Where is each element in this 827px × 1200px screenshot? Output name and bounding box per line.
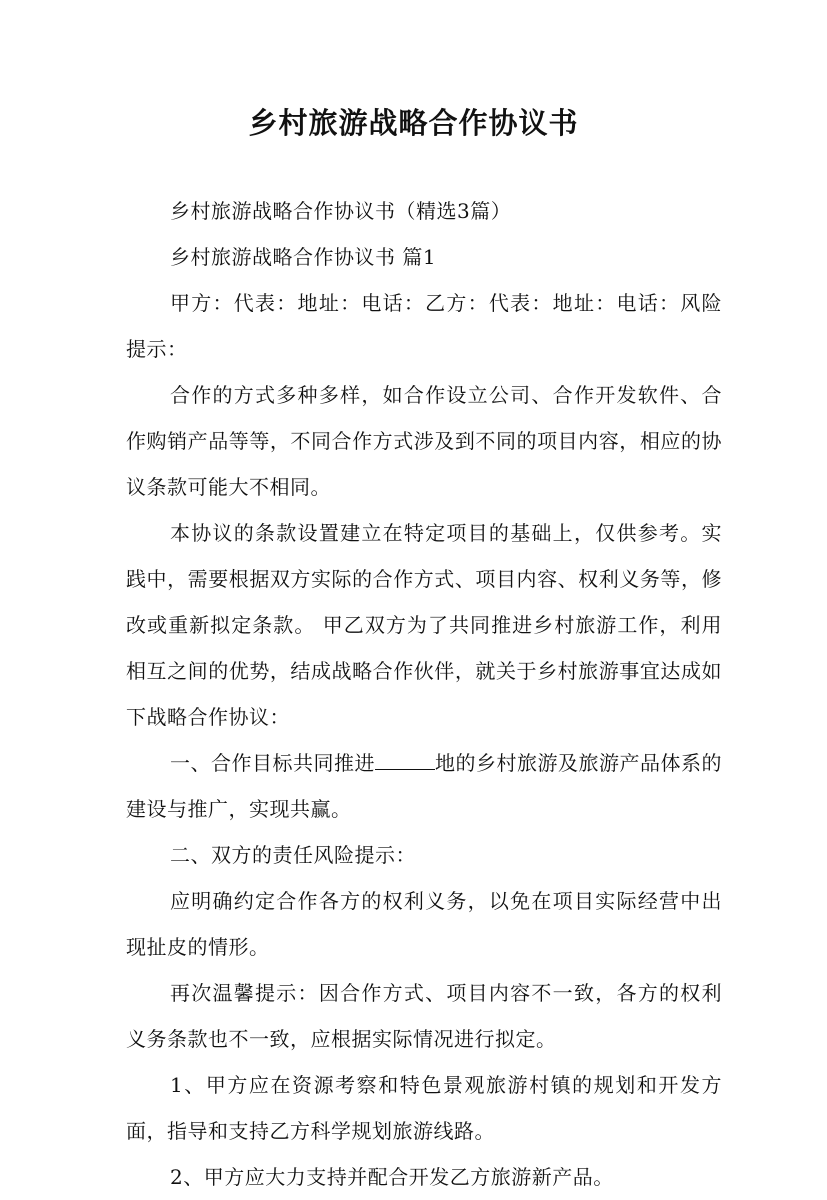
paragraph-subtitle: 乡村旅游战略合作协议书（精选3篇） (170, 199, 512, 223)
paragraph-clause-1: 1、甲方应在资源考察和特色景观旅游村镇的规划和开发方面，指导和支持乙方科学规划旅游线路。 (126, 1073, 722, 1143)
paragraph-parties: 甲方：代表：地址：电话：乙方：代表：地址：电话：风险提示： (126, 291, 722, 361)
document-body (126, 188, 722, 1200)
paragraph-responsibility-heading: 二、双方的责任风险提示： (170, 843, 416, 867)
paragraph-cooperation-goal (126, 740, 722, 832)
paragraph-terms-basis: 本协议的条款设置建立在特定项目的基础上，仅供参考。实践中，需要根据双方实际的合作方式、项目内容、权利义务等，修改或重新拟定条款。 甲乙双方为了共同推进乡村旅游工作，利用相互之间的优势，结成战略合作伙伴，就关于乡村旅游事宜达成如下战略合作协议： (126, 521, 722, 729)
paragraph-reminder: 再次温馨提示：因合作方式、项目内容不一致，各方的权利义务条款也不一致，应根据实际情况进行拟定。 (126, 981, 722, 1051)
paragraph-cooperation-methods: 合作的方式多种多样，如合作设立公司、合作开发软件、合作购销产品等等，不同合作方式涉及到不同的项目内容，相应的协议条款可能大不相同。 (126, 383, 722, 499)
paragraph-clause-2: 2、甲方应大力支持并配合开发乙方旅游新产品。 (170, 1165, 614, 1189)
goal-text-after-blank: 地的乡村旅游及旅游产品体系的建设与推广，实现共赢。 (126, 751, 722, 821)
goal-text-before-blank: 一、合作目标共同推进 (170, 751, 375, 775)
document-title: 乡村旅游战略合作协议书 (248, 106, 579, 140)
paragraph-rights-obligations: 应明确约定合作各方的权利义务，以免在项目实际经营中出现扯皮的情形。 (126, 889, 722, 959)
paragraph-section-heading: 乡村旅游战略合作协议书 篇1 (170, 245, 437, 269)
fill-in-blank (375, 751, 435, 770)
